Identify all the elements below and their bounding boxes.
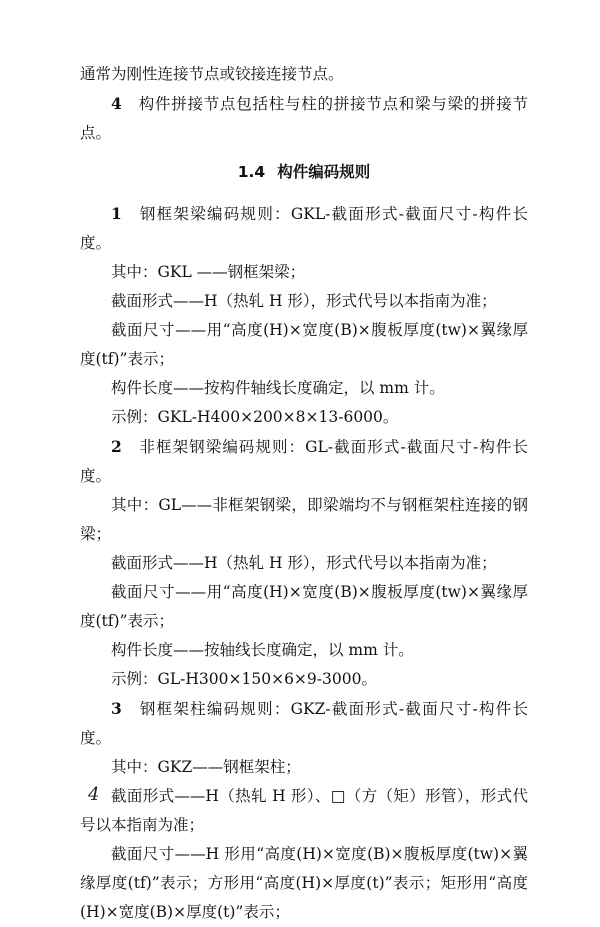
paragraph: 示例：GL-H300×150×6×9-3000。 [111,670,377,688]
paragraph: 构件长度——按轴线长度确定，以 mm 计。 [111,641,414,659]
paragraph: 截面尺寸——用“高度(H)×宽度(B)×腹板厚度(tw)×翼缘厚度(tf)”表示； [80,583,528,630]
item-number: 2 [111,437,122,456]
paragraph-text: 构件拼接节点包括柱与柱的拼接节点和梁与梁的拼接节点。 [80,95,528,142]
section-number: 1.4 [237,163,266,181]
paragraph: 示例：GKL-H400×200×8×13-6000。 [111,408,399,426]
paragraph: 构件长度——按构件轴线长度确定，以 mm 计。 [111,379,445,397]
paragraph-text: 钢框架梁编码规则：GKL-截面形式-截面尺寸-构件长度。 [80,205,528,252]
paragraph: 截面尺寸——用“高度(H)×宽度(B)×腹板厚度(tw)×翼缘厚度(tf)”表示； [80,321,528,368]
paragraph: 其中：GKZ——钢框架柱； [111,758,301,776]
paragraph: 截面形式——H（热轧 H 形），形式代号以本指南为准； [111,292,497,310]
paragraph [80,89,528,148]
item-number: 4 [111,94,122,113]
section-title: 构件编码规则 [277,163,371,181]
item-number: 3 [111,699,122,718]
paragraph: 其中：GKL ——钢框架梁； [111,263,306,281]
paragraph: 其中：GL——非框架钢梁，即梁端均不与钢框架柱连接的钢梁； [80,496,528,543]
paragraph-text: 非框架钢梁编码规则：GL-截面形式-截面尺寸-构件长度。 [80,438,528,485]
page-number: 4 [88,784,100,805]
paragraph: 截面形式——H（热轧 H 形），形式代号以本指南为准； [111,554,497,572]
section-heading [80,158,528,187]
item-number: 1 [111,204,122,223]
paragraph [80,694,528,753]
paragraph: 截面形式——H（热轧 H 形）、□（方（矩）形管），形式代号以本指南为准； [80,787,528,834]
paragraph: 截面尺寸——H 形用“高度(H)×宽度(B)×腹板厚度(tw)×翼缘厚度(tf)”表示；方形用“高度(H)×厚度(t)”表示；矩形用“高度(H)×宽度(B)×厚度(t)”表示； [80,845,528,921]
paragraph: 通常为刚性连接节点或铰接连接节点。 [80,65,344,83]
paragraph [80,432,528,491]
paragraph-text: 钢框架柱编码规则：GKZ-截面形式-截面尺寸-构件长度。 [80,700,528,747]
paragraph [80,199,528,258]
document-page [80,60,528,927]
